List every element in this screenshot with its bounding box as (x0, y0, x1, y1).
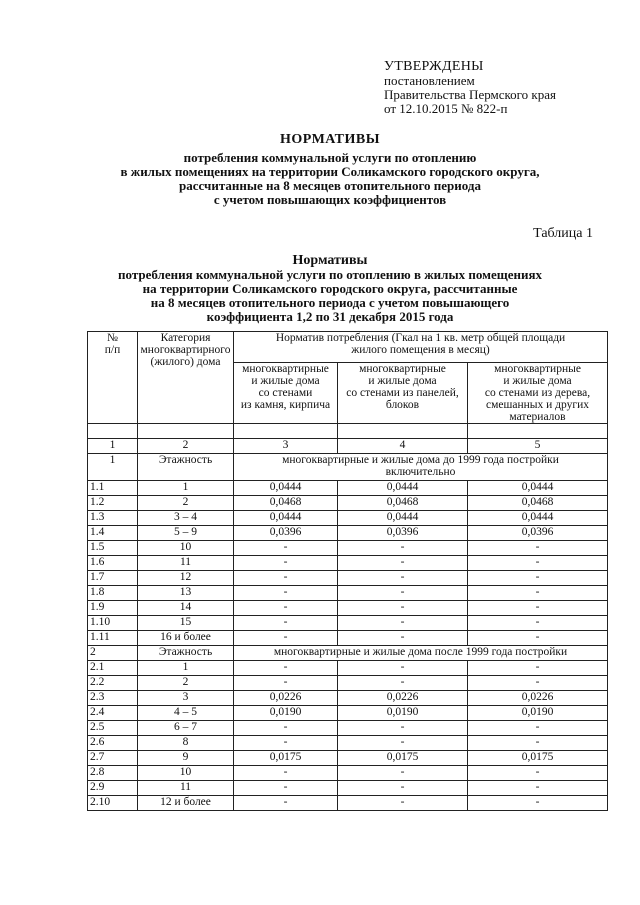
row-floors: 10 (138, 766, 234, 781)
value-wood: - (468, 736, 608, 751)
row-number: 1.2 (88, 496, 138, 511)
value-stone: 0,0226 (234, 691, 338, 706)
approval-line-1: постановлением (384, 73, 475, 88)
value-panel: - (338, 781, 468, 796)
value-panel: - (338, 586, 468, 601)
value-stone: 0,0444 (234, 481, 338, 496)
row-number: 2.9 (88, 781, 138, 796)
section-description: многоквартирные и жилые дома до 1999 года постройки включительно (234, 454, 608, 481)
value-wood: 0,0396 (468, 526, 608, 541)
header-wood: многоквартирные и жилые дома со стенами из дерева, смешанных и других материалов (468, 363, 608, 424)
row-number: 1.1 (88, 481, 138, 496)
value-stone: 0,0175 (234, 751, 338, 766)
value-wood: - (468, 781, 608, 796)
row-number: 1.10 (88, 616, 138, 631)
value-wood: - (468, 631, 608, 646)
value-stone: - (234, 736, 338, 751)
value-stone: - (234, 661, 338, 676)
column-number: 4 (338, 439, 468, 454)
row-number: 2.5 (88, 721, 138, 736)
value-stone: 0,0444 (234, 511, 338, 526)
value-stone: - (234, 766, 338, 781)
table-row (88, 766, 608, 781)
value-wood: 0,0190 (468, 706, 608, 721)
value-stone: - (234, 556, 338, 571)
row-floors: 12 (138, 571, 234, 586)
value-wood: - (468, 601, 608, 616)
value-stone: - (234, 631, 338, 646)
value-stone: 0,0190 (234, 706, 338, 721)
section-row-2 (88, 646, 608, 661)
value-panel: - (338, 661, 468, 676)
row-number: 2.4 (88, 706, 138, 721)
table-row (88, 601, 608, 616)
row-floors: 13 (138, 586, 234, 601)
table-subtitle (20, 268, 640, 324)
row-number: 1.9 (88, 601, 138, 616)
table-row (88, 481, 608, 496)
approval-stamp (384, 60, 556, 116)
row-number: 1.4 (88, 526, 138, 541)
value-wood: - (468, 586, 608, 601)
row-number: 2.10 (88, 796, 138, 811)
value-wood: - (468, 661, 608, 676)
section-label: Этажность (138, 646, 234, 661)
row-floors: 6 – 7 (138, 721, 234, 736)
value-panel: - (338, 571, 468, 586)
approval-line-2: Правительства Пермского края (384, 87, 556, 102)
header-norm: Норматив потребления (Гкал на 1 кв. метр общей площади жилого помещения в месяц) (234, 332, 608, 363)
value-wood: - (468, 541, 608, 556)
section-description: многоквартирные и жилые дома после 1999 года постройки (234, 646, 608, 661)
column-number: 5 (468, 439, 608, 454)
value-stone: - (234, 601, 338, 616)
value-wood: 0,0226 (468, 691, 608, 706)
value-panel: 0,0444 (338, 481, 468, 496)
row-floors: 1 (138, 481, 234, 496)
value-wood: - (468, 616, 608, 631)
row-number: 2.8 (88, 766, 138, 781)
value-wood: 0,0175 (468, 751, 608, 766)
value-panel: - (338, 601, 468, 616)
row-number: 2.6 (88, 736, 138, 751)
value-panel: - (338, 556, 468, 571)
row-floors: 3 – 4 (138, 511, 234, 526)
table-row (88, 556, 608, 571)
section-number: 1 (88, 454, 138, 481)
table-subtitle-line: на территории Соликамского городского округа, рассчитанные (142, 281, 518, 296)
row-floors: 10 (138, 541, 234, 556)
column-number: 3 (234, 439, 338, 454)
row-floors: 9 (138, 751, 234, 766)
document-subtitle-line: рассчитанные на 8 месяцев отопительного периода (179, 178, 481, 193)
approval-heading: УТВЕРЖДЕНЫ (384, 59, 484, 74)
value-stone: 0,0396 (234, 526, 338, 541)
row-number: 1.7 (88, 571, 138, 586)
value-wood: - (468, 571, 608, 586)
document-subtitle-line: потребления коммунальной услуги по отоплению (183, 150, 477, 165)
row-floors: 5 – 9 (138, 526, 234, 541)
table-subtitle-line: коэффициента 1,2 по 31 декабря 2015 года (206, 309, 454, 324)
value-wood: 0,0444 (468, 511, 608, 526)
document-subtitle-line: с учетом повышающих коэффициентов (213, 192, 447, 207)
value-wood: - (468, 766, 608, 781)
table-row (88, 631, 608, 646)
table-row (88, 781, 608, 796)
table-row (88, 676, 608, 691)
section-label: Этажность (138, 454, 234, 481)
value-panel: - (338, 736, 468, 751)
value-panel: 0,0468 (338, 496, 468, 511)
row-floors: 15 (138, 616, 234, 631)
row-floors: 1 (138, 661, 234, 676)
value-panel: 0,0226 (338, 691, 468, 706)
table-row (88, 706, 608, 721)
table-subtitle-line: на 8 месяцев отопительного периода с учетом повышающего (150, 295, 510, 310)
table-row (88, 571, 608, 586)
table-row (88, 586, 608, 601)
header-category: Категория многоквартирного (жилого) дома (138, 332, 234, 424)
row-floors: 2 (138, 496, 234, 511)
value-panel: 0,0444 (338, 511, 468, 526)
value-panel: 0,0190 (338, 706, 468, 721)
document-title: НОРМАТИВЫ (280, 132, 380, 147)
value-panel: 0,0175 (338, 751, 468, 766)
table-title: Нормативы (292, 253, 368, 268)
table-row (88, 511, 608, 526)
row-number: 1.8 (88, 586, 138, 601)
row-number: 2.1 (88, 661, 138, 676)
value-stone: - (234, 781, 338, 796)
row-number: 1.11 (88, 631, 138, 646)
section-row-1 (88, 454, 608, 481)
value-stone: 0,0468 (234, 496, 338, 511)
value-panel: - (338, 796, 468, 811)
table-row (88, 721, 608, 736)
value-stone: - (234, 616, 338, 631)
column-number-row (88, 439, 608, 454)
value-panel: 0,0396 (338, 526, 468, 541)
value-stone: - (234, 541, 338, 556)
section-number: 2 (88, 646, 138, 661)
value-panel: - (338, 616, 468, 631)
value-stone: - (234, 676, 338, 691)
column-number: 2 (138, 439, 234, 454)
value-wood: - (468, 676, 608, 691)
value-panel: - (338, 541, 468, 556)
row-number: 2.7 (88, 751, 138, 766)
value-wood: 0,0468 (468, 496, 608, 511)
table-subtitle-line: потребления коммунальной услуги по отоплению в жилых помещениях (118, 267, 542, 282)
row-number: 2.3 (88, 691, 138, 706)
value-panel: - (338, 631, 468, 646)
row-floors: 11 (138, 556, 234, 571)
table-row (88, 541, 608, 556)
row-floors: 4 – 5 (138, 706, 234, 721)
table-number: Таблица 1 (533, 226, 593, 241)
value-panel: - (338, 766, 468, 781)
row-floors: 14 (138, 601, 234, 616)
document-subtitle (20, 151, 640, 207)
row-number: 1.6 (88, 556, 138, 571)
row-number: 2.2 (88, 676, 138, 691)
value-stone: - (234, 571, 338, 586)
row-floors: 2 (138, 676, 234, 691)
column-number: 1 (88, 439, 138, 454)
table-row (88, 496, 608, 511)
header-stone: многоквартирные и жилые дома со стенами из камня, кирпича (234, 363, 338, 424)
value-stone: - (234, 721, 338, 736)
row-floors: 12 и более (138, 796, 234, 811)
header-spacer-row (88, 424, 608, 439)
approval-line-3: от 12.10.2015 № 822-п (384, 101, 508, 116)
table-row (88, 736, 608, 751)
table-row (88, 796, 608, 811)
norms-table (87, 331, 608, 811)
value-wood: - (468, 556, 608, 571)
row-floors: 11 (138, 781, 234, 796)
row-floors: 3 (138, 691, 234, 706)
table-row (88, 526, 608, 541)
value-stone: - (234, 586, 338, 601)
header-number: № п/п (88, 332, 138, 424)
document-subtitle-line: в жилых помещениях на территории Соликамского городского округа, (120, 164, 540, 179)
row-number: 1.5 (88, 541, 138, 556)
value-panel: - (338, 676, 468, 691)
value-wood: - (468, 796, 608, 811)
row-number: 1.3 (88, 511, 138, 526)
table-row (88, 661, 608, 676)
value-panel: - (338, 721, 468, 736)
header-panel: многоквартирные и жилые дома со стенами из панелей, блоков (338, 363, 468, 424)
table-row (88, 751, 608, 766)
table-row (88, 691, 608, 706)
value-wood: - (468, 721, 608, 736)
row-floors: 8 (138, 736, 234, 751)
value-stone: - (234, 796, 338, 811)
value-wood: 0,0444 (468, 481, 608, 496)
row-floors: 16 и более (138, 631, 234, 646)
table-row (88, 616, 608, 631)
